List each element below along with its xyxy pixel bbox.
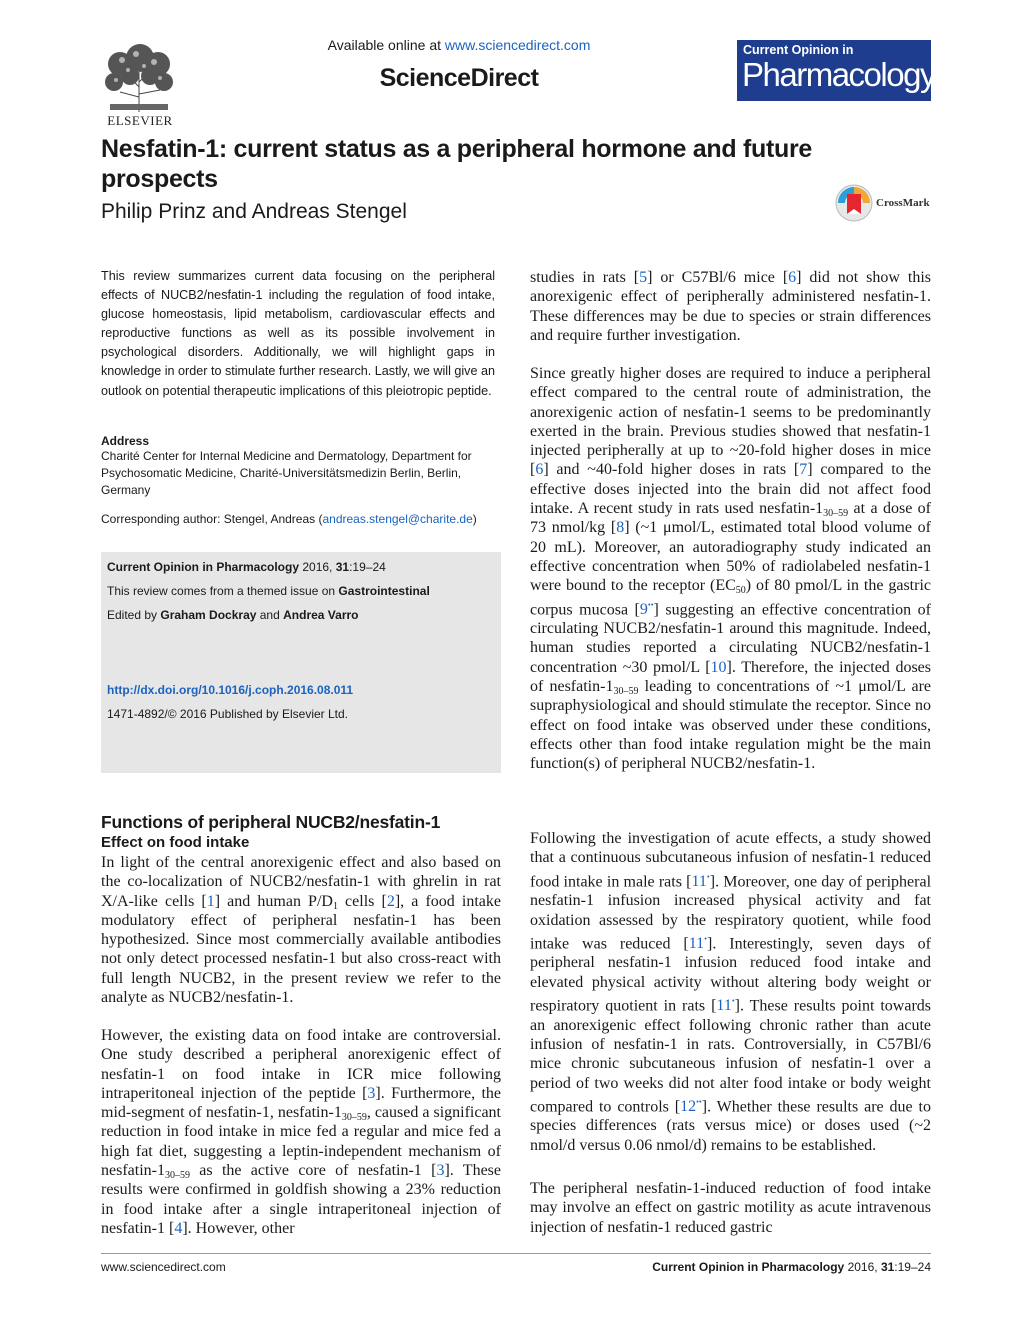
- ref-link[interactable]: 9••: [639, 600, 654, 618]
- ref-link[interactable]: 5: [639, 269, 648, 286]
- abstract: This review summarizes current data focusing on the peripheral effects of NUCB2/nesfatin-1 including the regulation of food intake, glucose homeostasis, lipid metabolism, cardiovascular effects and reproductive functions as well as its possible involvement in psychological disorders. Additionally, we will highlight gaps in knowledge in order to stimulate further research. Lastly, we will give an outlook on potential therapeutic implications of this pleiotropic peptide.: [101, 269, 495, 398]
- footer-divider: [101, 1253, 931, 1254]
- body-paragraph-5: Following the investigation of acute effects, a study showed that a continuous subcutaneous infusion of nesfatin-1 reduced food intake in male rats [11•]. Moreover, one day of peripheral nesfatin-1 infusion increased physical activity and fat oxidation assessed by the respiratory quotient, while food intake was reduced [11•]. Interestingly, seven days of peripheral nesfatin-1 infusion reduced food intake and elevated physical activity without altering body weight or respiratory quotient in rats [11•]. These results point towards an anorexigenic effect following chronic rather than acute infusion of nesfatin-1 in rats. Controversially, in C57Bl/6 mice chronic subcutaneous infusion of nesfatin-1 over a period of two weeks did not alter food intake or body weight compared to controls [12••]. Whether these results are due to species differences (rats versus mice) or doses used (~2 nmol/d versus 0.06 nmol/d) remains to be established.: [530, 830, 932, 1154]
- info-editors: [107, 608, 359, 622]
- ref-link[interactable]: 6: [535, 461, 544, 479]
- footer-year: 2016,: [844, 1260, 881, 1274]
- doi-link[interactable]: http://dx.doi.org/10.1016/j.coph.2016.08.011: [107, 683, 354, 697]
- info-theme-name: Gastrointestinal: [338, 584, 430, 598]
- body-paragraph-2: However, the existing data on food intake are controversial. One study described a peripheral anorexigenic effect of nesfatin-1 on food intake in ICR mice following intraperitoneal injection of the peptide [3]. Furthermore, the mid-segment of nesfatin-1, nesfatin-$1_{30-59}$, caused a significant reduction in food intake in mice fed a regular and mice fed a high fat diet, suggesting a leptin-independent mechanism of nesfatin-$1_{30-59}$ as the active core of nesfatin-1 [3]. These results were confirmed in goldfish showing a 23% reduction in food intake after a single intraperitoneal injection of nesfatin-1 [4]. However, other: [101, 1027, 501, 1237]
- footer-journal: Current Opinion in Pharmacology: [652, 1260, 845, 1274]
- info-volume: 31: [335, 560, 350, 574]
- footer-website[interactable]: www.sciencedirect.com: [101, 1260, 226, 1274]
- ref-link[interactable]: 12••: [680, 1097, 702, 1116]
- corresp-suffix: ): [472, 512, 477, 526]
- info-editor-2: Andrea Varro: [283, 608, 359, 622]
- ref-link[interactable]: 8: [616, 519, 625, 537]
- info-journal: Current Opinion in Pharmacology: [107, 560, 300, 574]
- info-issn: 1471-4892/© 2016 Published by Elsevier Ltd.: [107, 707, 349, 721]
- available-online: [300, 37, 618, 53]
- corresponding-author: [101, 512, 501, 526]
- section-heading: Functions of peripheral NUCB2/nesfatin-1: [101, 812, 441, 832]
- publisher-name: ELSEVIER: [107, 113, 173, 128]
- footer-citation: [560, 1260, 931, 1274]
- ref-link[interactable]: 2: [386, 892, 395, 910]
- available-prefix: Available online at: [327, 37, 445, 53]
- ref-link[interactable]: 11•: [716, 997, 735, 1015]
- subsection-heading: Effect on food intake: [101, 834, 250, 851]
- crossmark-label: CrossMark: [876, 197, 930, 209]
- body-paragraph-3: studies in rats [5] or C57Bl/6 mice [6] did not show this anorexigenic effect of peripherally administered nesfatin-1. These differences may be due to species or strain differences and require further investigation.: [530, 269, 932, 344]
- sciencedirect-wordmark: ScienceDirect: [379, 64, 539, 92]
- corresp-prefix: Corresponding author: Stengel, Andreas (: [101, 512, 323, 526]
- body-paragraph-4: Since greatly higher doses are required to induce a peripheral effect compared to the central route of administration, the anorexigenic action of nesfatin-1 seems to be predominantly exerted in the brain. Previous studies showed that nesfatin-1 injected peripherally at up to ~20-fold higher doses in mice [6] and ~40-fold higher doses in rats [7] compared to the effective doses injected into the brain did not affect food intake. A recent study in rats used nesfatin-$1_{30-59}$ at a dose of 73 nmol/kg [8] (~1 μmol/L, estimated total blood volume of 20 mL). Moreover, an autoradiography study indicated an effective concentration when 50% of radiolabeled nesfatin-1 were bound to the receptor $(EC_{50})$ of 80 pmol/L in the gastric corpus mucosa [9••] suggesting an effective concentration of circulating NUCB2/nesfatin-1 around this magnitude. Indeed, human studies reported a circulating NUCB2/nesfatin-1 concentration ~30 pmol/L [10]. Therefore, the injected doses of nesfatin-$1_{30-59}$ leading to concentrations of ~1 μmol/L are supraphysiological and should stimulate the receptor. Since no effect on food intake was observed under these conditions, effects other than food intake regulation might be the main function(s) of peripheral NUCB2/nesfatin-1.: [530, 365, 932, 773]
- ref-link[interactable]: 11•: [688, 934, 707, 953]
- info-edited-prefix: Edited by: [107, 608, 161, 622]
- article-title: Nesfatin-1: current status as a peripheral hormone and future prospects: [101, 135, 813, 193]
- ref-link[interactable]: 11•: [691, 872, 710, 890]
- sciencedirect-link[interactable]: www.sciencedirect.com: [444, 37, 591, 53]
- footer-volume: 31: [880, 1260, 895, 1274]
- address-text: Charité Center for Internal Medicine and Dermatology, Department for Psychosomatic Medicine, Charité-Universitätsmedizin Berlin, Berlin, Germany: [101, 449, 472, 497]
- info-and: and: [256, 608, 284, 622]
- ref-link[interactable]: 7: [799, 461, 808, 479]
- info-theme: [107, 584, 430, 598]
- ref-link[interactable]: 3: [436, 1162, 445, 1180]
- ref-link[interactable]: 10: [710, 658, 727, 676]
- crossmark-badge[interactable]: [835, 184, 935, 222]
- info-editor-1: Graham Dockray: [160, 608, 257, 622]
- info-citation: [107, 560, 386, 574]
- journal-logo-top: Current Opinion in: [743, 43, 854, 57]
- info-theme-prefix: This review comes from a themed issue on: [107, 584, 339, 598]
- article-authors: Philip Prinz and Andreas Stengel: [101, 200, 407, 223]
- info-year: 2016,: [299, 560, 336, 574]
- footer-pages: :19–24: [894, 1260, 931, 1274]
- address-heading: Address: [101, 434, 150, 448]
- ref-link[interactable]: 6: [788, 269, 797, 286]
- article-info-box: [101, 552, 501, 773]
- corresp-email-link[interactable]: andreas.stengel@charite.de: [322, 512, 473, 526]
- journal-logo-main: Pharmacology: [742, 56, 935, 93]
- crossmark-icon: [835, 184, 873, 222]
- info-pages: :19–24: [349, 560, 386, 574]
- ref-link[interactable]: 1: [206, 892, 215, 910]
- ref-link[interactable]: 4: [174, 1219, 183, 1237]
- body-paragraph-6: The peripheral nesfatin-1-induced reduction of food intake may involve an effect on gastric motility as acute intravenous injection of nesfatin-1 reduced gastric: [530, 1180, 931, 1236]
- body-paragraph-1: In light of the central anorexigenic effect and also based on the co-localization of NUCB2/nesfatin-1 with ghrelin in rat X/A-like cells [1] and human $P/D_1$ cells [2], a food intake modulatory effect of peripheral nesfatin-1 has been hypothesized. Since most commercially available antibodies not only detect processed nesfatin-1 but also cross-react with full length NUCB2, in the present review we refer to the analyte as NUCB2/nesfatin-1.: [101, 854, 502, 1007]
- journal-logo: [737, 40, 935, 101]
- ref-link[interactable]: 3: [367, 1084, 376, 1102]
